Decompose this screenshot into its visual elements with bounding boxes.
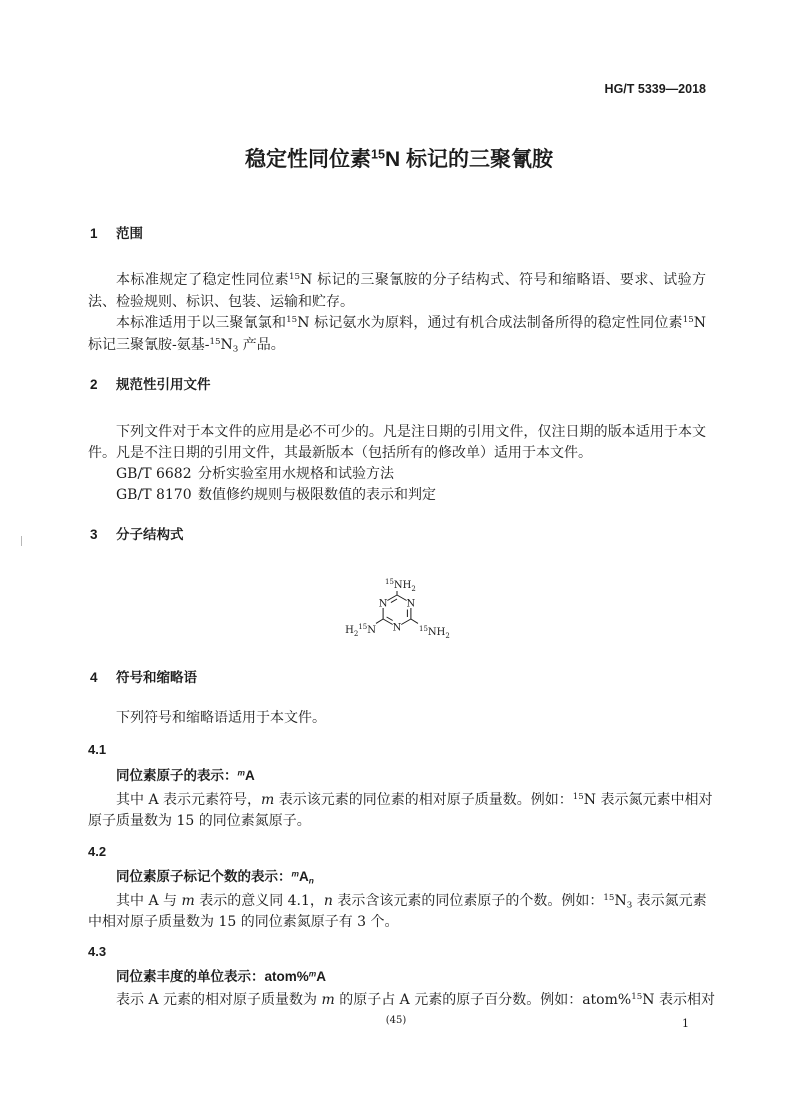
text-run: 其中 A 与: [116, 893, 182, 909]
text-run: N: [220, 336, 233, 353]
clause-number: 4.3: [88, 944, 107, 959]
reference-entry: [88, 464, 706, 485]
count-subscript: 2: [445, 632, 450, 640]
clause-body: [88, 790, 713, 832]
bond-line: [401, 619, 411, 625]
substituent-bond-left: [376, 619, 383, 623]
variable: m: [261, 792, 275, 808]
standard-number: HG/T 5339—2018: [604, 82, 706, 96]
group-text: NH: [393, 580, 412, 591]
ring-nitrogen-upper-right: N: [406, 598, 416, 610]
text-run: 表示含该元素的同位素原子的个数。例如：: [332, 893, 604, 909]
section-heading-normative-references: [90, 374, 211, 395]
isotope-superscript: 15: [209, 336, 221, 347]
paragraph-line: [88, 292, 706, 314]
clause-body: [88, 891, 706, 933]
page-code: (45): [385, 1015, 407, 1026]
isotope-superscript: 15: [572, 792, 584, 803]
text-run: N 表示相对: [642, 992, 715, 1008]
text-run: 同位素原子标记个数的表示：: [116, 869, 292, 884]
text-run: 本标准适用于以三聚氰氯和: [116, 315, 287, 331]
text-run: N 标记氨水为原料，通过有机合成法制备所得的稳定性同位素: [297, 315, 683, 331]
element-symbol: A: [298, 869, 309, 884]
text-run: 表示的意义同 4.1，: [194, 893, 324, 909]
text-run: 原子质量数为 15 的同位素氮原子。: [88, 813, 311, 829]
section-number: 3: [90, 527, 98, 542]
section-number: 4: [90, 670, 98, 685]
reference-entry: [88, 485, 706, 506]
double-bond-line: [387, 617, 393, 621]
substituent-bond-right: [411, 619, 418, 623]
title-text: N 标记的三聚氰胺: [385, 148, 553, 171]
group-text: H: [345, 625, 354, 636]
element-symbol: A: [244, 768, 255, 783]
isotope-superscript: 15: [286, 315, 298, 326]
paragraph-line: [88, 811, 706, 832]
text-run: 的原子占 A 元素的原子百分数。例如：atom%: [334, 992, 632, 1008]
group-text: NH: [427, 627, 446, 638]
title-text: 稳定性同位素: [244, 148, 371, 171]
text-run: 表示氮元素: [632, 893, 707, 909]
element-symbol: A: [316, 969, 326, 984]
paragraph-line: 下列符号和缩略语适用于本文件。: [116, 710, 326, 726]
text-run: 标记三聚氰胺-氨基-: [88, 336, 210, 353]
reference-title: 数值修约规则与极限数值的表示和判定: [198, 487, 436, 503]
text-run: 同位素原子的表示：: [116, 768, 238, 783]
isotope-superscript: 15: [631, 992, 643, 1003]
text-run: 法、检验规则、标识、包装、运输和贮存。: [88, 293, 354, 310]
section-title: 范围: [116, 226, 143, 241]
mass-number-superscript: m: [308, 968, 317, 979]
section-title: 分子结构式: [116, 527, 184, 542]
section-number: 1: [90, 226, 98, 241]
clause-number: 4.2: [88, 844, 107, 859]
text-run: 表示该元素的同位素的相对原子质量数。例如：: [274, 792, 573, 808]
paragraph-line: 件。凡是不注日期的引用文件，其最新版本（包括所有的修改单）适用于本文件。: [88, 445, 592, 461]
clause-title: [116, 765, 255, 786]
isotope-superscript: 15: [358, 623, 368, 631]
ring-nitrogen-bottom: N: [392, 622, 402, 634]
symbols-intro: [88, 708, 706, 729]
mass-number-superscript: m: [237, 767, 245, 778]
scope-body: [88, 270, 706, 356]
clause-body: [88, 990, 715, 1011]
ring-nitrogen-upper-left: N: [378, 598, 388, 610]
clause-title: [116, 966, 326, 987]
element-symbol: N: [614, 893, 627, 909]
section-title: 规范性引用文件: [116, 377, 211, 392]
text-run: N 表示氮元素中相对: [583, 792, 713, 808]
section-title: 符号和缩略语: [116, 670, 197, 685]
variable: n: [323, 893, 333, 909]
isotope-superscript: 15: [289, 272, 301, 283]
reference-title: 分析实验室用水规格和试验方法: [198, 466, 394, 482]
isotope-superscript: 15: [385, 578, 394, 586]
group-text: N: [367, 625, 376, 636]
text-run: 表示 A 元素的相对原子质量数为: [116, 992, 322, 1008]
paragraph-line: 下列文件对于本文件的应用是必不可少的。凡是注日期的引用文件，仅注日期的版本适用于本文: [116, 424, 706, 440]
paragraph-line: [88, 313, 706, 335]
clause-title: [116, 866, 314, 887]
text-run: 其中 A 表示元素符号，: [116, 792, 262, 808]
text-run: 同位素丰度的单位表示：atom%: [116, 969, 309, 984]
amino-group-left: [345, 623, 376, 638]
paragraph-line: [88, 891, 706, 912]
text-run: 产品。: [238, 336, 285, 353]
text-run: 中相对原子质量数为 15 的同位素氮原子有 3 个。: [88, 914, 399, 930]
paragraph-line: [88, 912, 706, 933]
double-bond-line: [391, 599, 397, 603]
count-subscript: 3: [232, 344, 239, 355]
reference-code: GB/T 6682: [116, 466, 192, 482]
melamine-structure-diagram: [330, 565, 460, 645]
text-run: N 标记的三聚氰胺的分子结构式、符号和缩略语、要求、试验方: [300, 272, 706, 288]
section-number: 2: [90, 377, 98, 392]
reference-code: GB/T 8170: [116, 487, 192, 503]
isotope-superscript: 15: [682, 315, 694, 326]
isotope-superscript: 15: [603, 893, 615, 904]
variable: m: [181, 893, 195, 909]
amino-group-top: [385, 578, 416, 593]
text-run: N: [693, 315, 706, 331]
section-heading-scope: [90, 223, 143, 244]
clause-number: 4.1: [88, 742, 107, 757]
page-number: 1: [682, 1017, 689, 1030]
section-heading-molecular-structure: [90, 524, 184, 545]
isotope-superscript: 15: [419, 625, 428, 633]
text-run: 本标准规定了稳定性同位素: [116, 272, 289, 288]
count-subscript: 2: [411, 585, 416, 593]
scan-mark: [21, 536, 22, 546]
mass-number-superscript: m: [291, 868, 299, 879]
variable: m: [321, 992, 335, 1008]
paragraph-line: [88, 990, 715, 1011]
title-isotope: 15: [370, 147, 385, 162]
document-title: [0, 145, 792, 175]
count-subscript: 2: [353, 630, 359, 638]
paragraph-line: [88, 790, 713, 811]
count-subscript: 3: [626, 900, 633, 911]
paragraph-line: [88, 335, 706, 357]
paragraph-line: [88, 270, 706, 292]
section-heading-symbols: [90, 667, 197, 688]
count-subscript: n: [308, 875, 314, 886]
bond-line: [397, 595, 407, 601]
normative-references-body: [88, 422, 706, 506]
amino-group-right: [419, 625, 450, 640]
